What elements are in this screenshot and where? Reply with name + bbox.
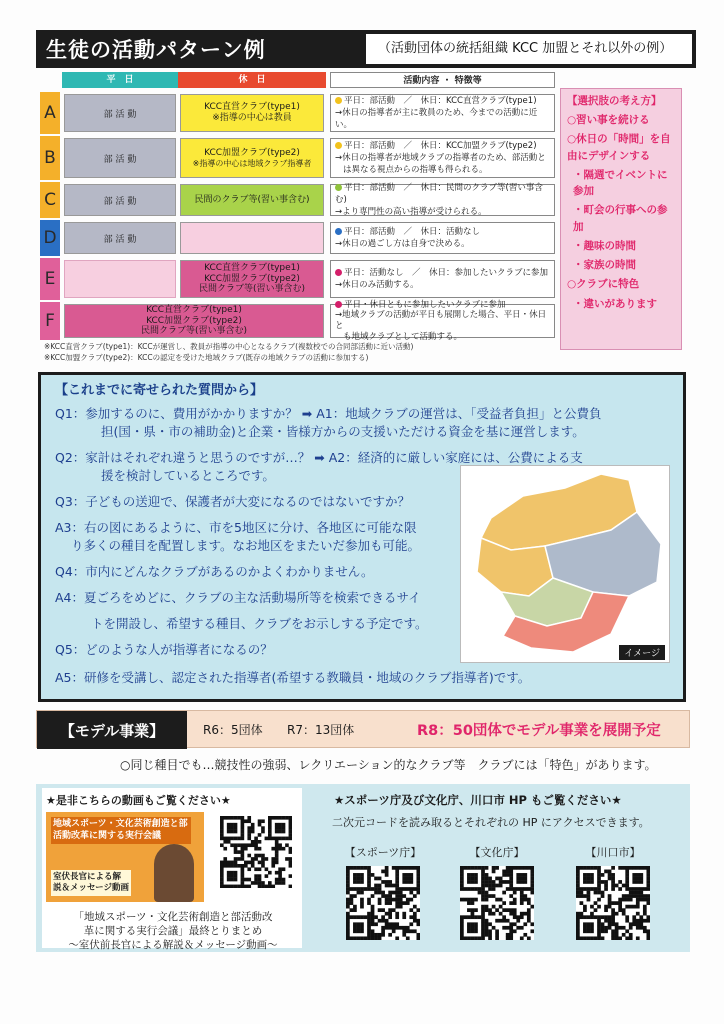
col-head-content: 活動内容 ・ 特徴等 <box>330 72 555 88</box>
choice-item: ・趣味の時間 <box>573 239 636 252</box>
choice-item: ○クラブに特色 <box>567 278 640 291</box>
sites-subheading: 二次元コードを読み取るとそれぞれの HP にアクセスできます。 <box>332 816 650 829</box>
col-head-holiday: 休 日 <box>178 72 326 88</box>
pink-dot-icon <box>335 301 342 308</box>
pattern-row-c <box>40 182 555 218</box>
model-r8: R8：50団体でモデル事業を展開予定 <box>417 723 661 739</box>
yellow-dot-icon <box>335 142 342 149</box>
pattern-row-b <box>40 136 555 180</box>
pattern-row-a <box>40 92 555 134</box>
faq-q5: Q5：どのような人が指導者になるの？ <box>55 642 273 657</box>
choice-title: 【選択肢の考え方】 <box>567 95 662 107</box>
content-cell: 平日：部活動 ／ 休日：活動なし →休日の過ごし方は自身で決める。 <box>330 222 555 254</box>
table-notes: ※KCC直営クラブ(type1)：KCCが運営し、教員が指導の中心となるクラブ(複数校での合同部活動に近い活動) ※KCC加盟クラブ(type2)：KCCの認定を受けた地域クラブ(既存の地域クラブの活動に参加する) <box>44 342 414 362</box>
faq-a4-cont: トを開設し、希望する種目、クラブをお示しする予定です。 <box>91 616 428 631</box>
holiday-cell: KCC加盟クラブ(type2) ※指導の中心は地域クラブ指導者 <box>180 138 324 178</box>
content-cell: 平日：活動なし ／ 休日：参加したいクラブに参加 →休日のみ活動する。 <box>330 260 555 298</box>
holiday-cell: 民間のクラブ等(習い事含む) <box>180 184 324 216</box>
pattern-row-e <box>40 258 555 300</box>
content-cell: 平日・休日ともに参加したいクラブに参加 →地域クラブの活動が平日も展開した場合、平日・休日と も地域クラブとして活動する。 <box>330 304 555 338</box>
thumbnail-subtitle: 室伏長官による解説＆メッセージ動画 <box>51 870 131 896</box>
model-note: ○同じ種目でも…競技性の強弱、レクリエーション的なクラブ等 クラブには「特色」があります。 <box>120 758 657 772</box>
both-days-cell: KCC直営クラブ(type1) KCC加盟クラブ(type2) 民間クラブ等(習い事含む) <box>64 304 324 338</box>
thumbnail-title: 地域スポーツ・文化芸術創造と部活動改革に関する実行会議 <box>51 817 191 844</box>
district-map-image <box>461 466 669 662</box>
faq-a4: A4：夏ごろをめどに、クラブの主な活動場所等を検索できるサイ <box>55 590 421 605</box>
row-letter: F <box>40 302 60 340</box>
content-cell: 平日：部活動 ／ 休日：民間のクラブ等(習い事含む) →より専門性の高い指導が受けられる。 <box>330 184 555 216</box>
model-r7: R7：13団体 <box>287 723 355 737</box>
faq-q2-cont: 援を検討しているところです。 <box>101 468 275 483</box>
content-cell: 平日：部活動 ／ 休日：KCC加盟クラブ(type2) →休日の指導者が地域クラブの指導者のため、部活動と は異なる視点からの指導も得られる。 <box>330 138 555 178</box>
sports-agency-qr-code[interactable] <box>346 866 420 940</box>
pink-dot-icon <box>335 269 342 276</box>
choice-item: ・町会の行事への参加 <box>573 204 668 233</box>
links-section <box>36 784 690 952</box>
faq-title: 【これまでに寄せられた質問から】 <box>55 383 264 398</box>
choice-box <box>560 88 682 350</box>
weekday-cell: 部 活 動 <box>64 222 176 254</box>
page-title: 生徒の活動パターン例 <box>46 38 266 62</box>
faq-q3: Q3：子どもの送迎で、保護者が大変になるのではないですか？ <box>55 494 411 509</box>
faq-a3: A3：右の図にあるように、市を5地区に分け、各地区に可能な限 <box>55 520 417 535</box>
weekday-cell: 部 活 動 <box>64 138 176 178</box>
video-thumbnail[interactable] <box>46 812 204 902</box>
site-sports-agency[interactable]: 【スポーツ庁】 <box>338 844 428 940</box>
row-letter: A <box>40 92 60 134</box>
choice-item: ○休日の「時間」を自由にデザインする <box>567 133 671 162</box>
row-letter: B <box>40 136 60 180</box>
weekday-cell-empty <box>64 260 176 298</box>
video-heading: ★是非こちらの動画もご覧ください★ <box>46 794 231 807</box>
video-box <box>42 788 302 952</box>
faq-q1: Q1：参加するのに、費用がかかりますか？ ➡ A1：地域クラブの運営は、「受益者負担」と公費負 <box>55 406 602 421</box>
district-map <box>460 465 670 663</box>
map-image-label: イメージ <box>619 645 665 660</box>
holiday-cell-empty <box>180 222 324 254</box>
blue-dot-icon <box>335 228 342 235</box>
faq-q2: Q2：家計はそれぞれ違うと思うのですが…？ ➡ A2：経済的に厳しい家庭には、公費による支 <box>55 450 583 465</box>
content-cell: 平日：部活動 ／ 休日：KCC直営クラブ(type1) →休日の指導者が主に教員のため、今までの活動に近い。 <box>330 94 555 132</box>
site-culture-agency[interactable]: 【文化庁】 <box>452 844 542 940</box>
choice-item: ・家族の時間 <box>573 259 636 272</box>
choice-item: ・違いがあります <box>573 297 657 310</box>
weekday-cell: 部 活 動 <box>64 94 176 132</box>
page-subtitle: （活動団体の統括組織 KCC 加盟とそれ以外の例） <box>366 34 692 64</box>
faq-q4: Q4：市内にどんなクラブがあるのかよくわかりません。 <box>55 564 374 579</box>
col-head-weekday: 平 日 <box>62 72 178 88</box>
weekday-cell: 部 活 動 <box>64 184 176 216</box>
video-caption: 「地域スポーツ・文化芸術創造と部活動改 革に関する実行会議」最終とりまとめ 〜室伏前長官による解説＆メッセージ動画〜 <box>68 911 278 952</box>
choice-item: ○習い事を続ける <box>567 114 650 126</box>
video-qr-code[interactable] <box>220 816 292 888</box>
row-letter: C <box>40 182 60 218</box>
row-letter: D <box>40 220 60 256</box>
header-bar <box>36 30 696 68</box>
model-project-bar <box>36 710 690 748</box>
culture-agency-qr-code[interactable] <box>460 866 534 940</box>
site-links <box>312 784 690 952</box>
pattern-table <box>40 72 555 340</box>
pattern-row-d <box>40 220 555 256</box>
model-r6: R6：5団体 <box>203 723 263 737</box>
green-dot-icon <box>335 184 342 191</box>
faq-q1-cont: 担(国・県・市の補助金)と企業・皆様方からの支援いただける資金を基に運営します。 <box>101 424 585 439</box>
speaker-photo <box>154 844 194 902</box>
model-project-label: 【モデル事業】 <box>37 711 187 749</box>
holiday-cell: KCC直営クラブ(type1) KCC加盟クラブ(type2) 民間クラブ等(習い事含む) <box>180 260 324 298</box>
site-kawaguchi-city[interactable]: 【川口市】 <box>568 844 658 940</box>
faq-a3-cont: り多くの種目を配置します。なお地区をまたいだ参加も可能。 <box>71 538 421 553</box>
yellow-dot-icon <box>335 97 342 104</box>
holiday-cell: KCC直営クラブ(type1) ※指導の中心は教員 <box>180 94 324 132</box>
pattern-row-f <box>40 299 555 342</box>
sites-heading: ★スポーツ庁及び文化庁、川口市 HP もご覧ください★ <box>334 793 622 807</box>
kawaguchi-city-qr-code[interactable] <box>576 866 650 940</box>
choice-item: ・隔週でイベントに参加 <box>573 168 668 198</box>
row-letter: E <box>40 258 60 300</box>
faq-a5: A5：研修を受講し、認定された指導者(希望する教職員・地域のクラブ指導者)です。 <box>55 670 531 685</box>
